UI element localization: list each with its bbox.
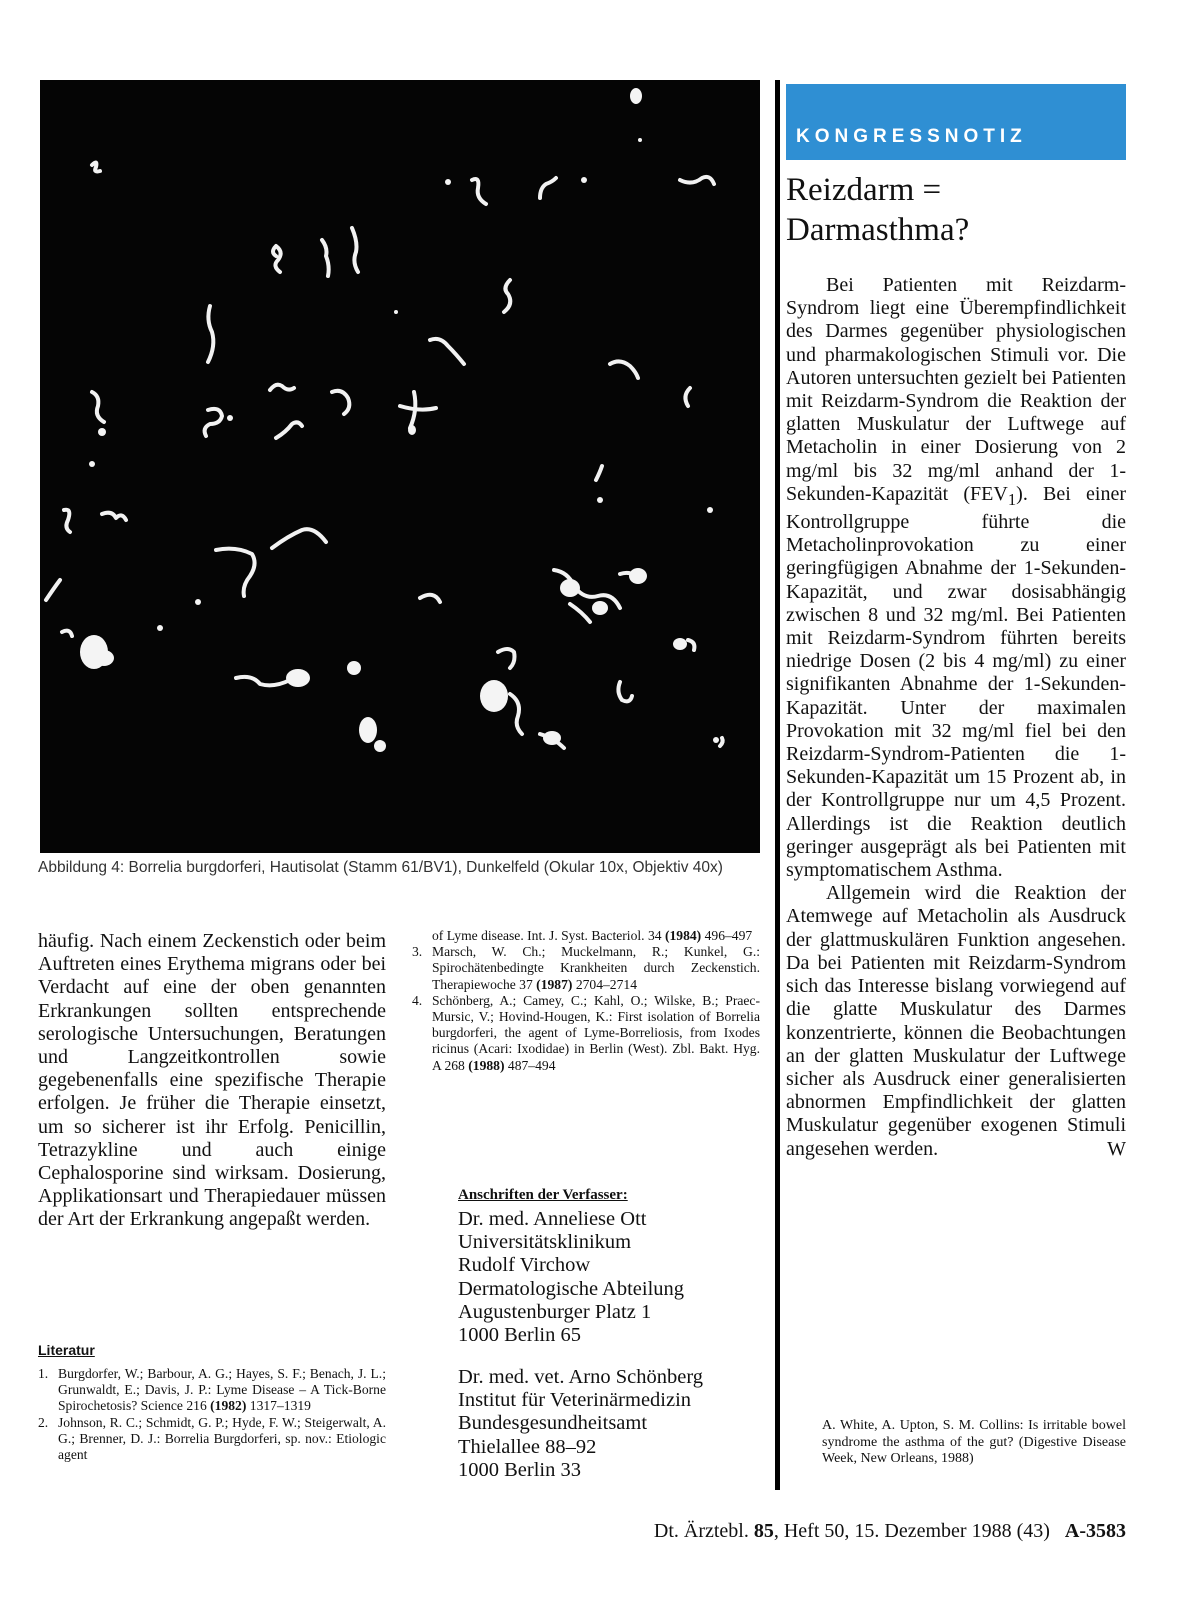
article-title: Reizdarm = Darmasthma?: [786, 172, 970, 248]
paragraph: Bei Patienten mit Reizdarm-Syndrom liegt eine Überempfindlichkeit des Darmes gegenüber physiologischen und pharmakologischen Stimuli vor. Die Autoren untersuchten gezielt bei Patienten mit Reizdarm-Syndrom die Reaktion der glatten Muskulatur der Luftwege auf Metacholin in einer Dosierung von 2 mg/ml bis 32 mg/ml anhand der 1-Sekunden-Kapazität $(FEV_1)$. Bei einer Kontrollgruppe führte die Metacholinprovokation zu einer geringfügigen Abnahme der 1-Sekunden-Kapazität, und zwar dosisabhängig zwischen 8 und 32 mg/ml. Bei Patienten mit Reizdarm-Syndrom führten bereits niedrige Dosen (2 bis 4 mg/ml) zu einer signifikanten Abnahme der 1-Sekunden-Kapazität. Unter der maximalen Provokation mit 32 mg/ml fiel bei den Reizdarm-Syndrom-Patienten die 1-Sekunden-Kapazität um 15 Prozent ab, in der Kontrollgruppe nur um 4,5 Prozent. Allerdings ist die Reaktion deutlich geringer ausgeprägt als bei Patienten mit symptomatischem Asthma.: [786, 274, 1126, 882]
reference-item: 3. Marsch, W. Ch.; Muckelmann, R.; Kunkel, G.: Spirochätenbedingte Krankheiten durch Zeckenstich. Therapiewoche 37 (1987) 2704–2714: [412, 944, 760, 992]
reference-item: 1. Burgdorfer, W.; Barbour, A. G.; Hayes, S. F.; Benach, J. L.; Grunwaldt, E.; Davis, J. P.: Lyme Disease – A Tick-Borne Spirochetosis? Science 216 (1982) 1317–1319: [38, 1366, 386, 1414]
banner-label: KONGRESSNOTIZ: [796, 126, 1027, 147]
kongressnotiz-banner: [786, 84, 1126, 160]
page-footer: Dt. Ärztebl. 85, Heft 50, 15. Dezember 1988 (43) A-3583: [653, 1520, 1126, 1542]
column-divider: [775, 80, 780, 1490]
article-source: A. White, A. Upton, S. M. Collins: Is irritable bowel syndrome the asthma of the gut? (Digestive Disease Week, New Orleans, 1988): [822, 1418, 1126, 1466]
article-body: [786, 274, 1126, 1161]
address-block-schoenberg: Dr. med. vet. Arno Schönberg Institut für Veterinärmedizin Bundesgesundheitsamt Thielallee 88–92 1000 Berlin 33: [458, 1366, 704, 1481]
spirochete-image: [40, 80, 760, 853]
references-left: [38, 1366, 386, 1463]
reference-item: 2. Johnson, R. C.; Schmidt, G. P.; Hyde, F. W.; Steigerwalt, A. G.; Brenner, D. J.: Borrelia Burgdorferi, sp. nov.: Etiologic agent: [38, 1414, 386, 1463]
reference-item: of Lyme disease. Int. J. Syst. Bacteriol. 34 (1984) 496–497: [432, 928, 753, 943]
page-number: A-3583: [1064, 1520, 1126, 1542]
figure-caption: Abbildung 4: Borrelia burgdorferi, Hautisolat (Stamm 61/BV1), Dunkelfeld (Okular 10x, Objektiv 40x): [38, 859, 723, 876]
reference-item: 4. Schönberg, A.; Camey, C.; Kahl, O.; Wilske, B.; Praec-Mursic, V.; Hovind-Hougen, K.: First isolation of Borrelia burgdorferi, the agent of Lyme-Borreliosis, from Ixodes ricinus (Acari: Ixodidae) in Berlin (West). Zbl. Bakt. Hyg. A 268 (1988) 487–494: [412, 992, 760, 1073]
paragraph: Allgemein wird die Reaktion der Atemwege auf Metacholin als Ausdruck der glattmuskulären Funktion angesehen. Da bei Patienten mit Reizdarm-Syndrom sich das Interesse bislang vorwiegend auf die glatte Muskulatur des Darmes konzentrierte, können die Beobachtungen an der glatten Muskulatur der Luftwege sicher als Ausdruck einer generalisierten abnormen Empfindlichkeit der glatten Muskulatur gegenüber exogenen Stimuli angesehen werden. W: [786, 882, 1126, 1160]
left-body-text: häufig. Nach einem Zeckenstich oder beim Auftreten eines Erythema migrans oder bei Verdacht auf eine der oben genannten Erkrankungen sollten entsprechende serologische Untersuchungen, Beratungen und Langzeitkontrollen sowie gegebenenfalls eine spezifische Therapie erfolgen. Je früher die Therapie einsetzt, um so sicherer ist ihr Erfolg. Penicillin, Tetrazykline und auch einige Cephalosporine sind wirksam. Dosierung, Applikationsart und Therapiedauer müssen der Art der Erkrankung angepaßt werden.: [38, 930, 386, 1231]
address-block-ott: Dr. med. Anneliese Ott Universitätsklinikum Rudolf Virchow Dermatologische Abteilung Augustenburger Platz 1 1000 Berlin 65: [458, 1208, 685, 1347]
micrograph-figure: [40, 80, 760, 853]
addresses-heading: Anschriften der Verfasser:: [458, 1187, 628, 1203]
references-middle: [412, 928, 760, 1074]
literatur-heading: Literatur: [38, 1342, 95, 1358]
author-initial: W: [1107, 1137, 1126, 1160]
